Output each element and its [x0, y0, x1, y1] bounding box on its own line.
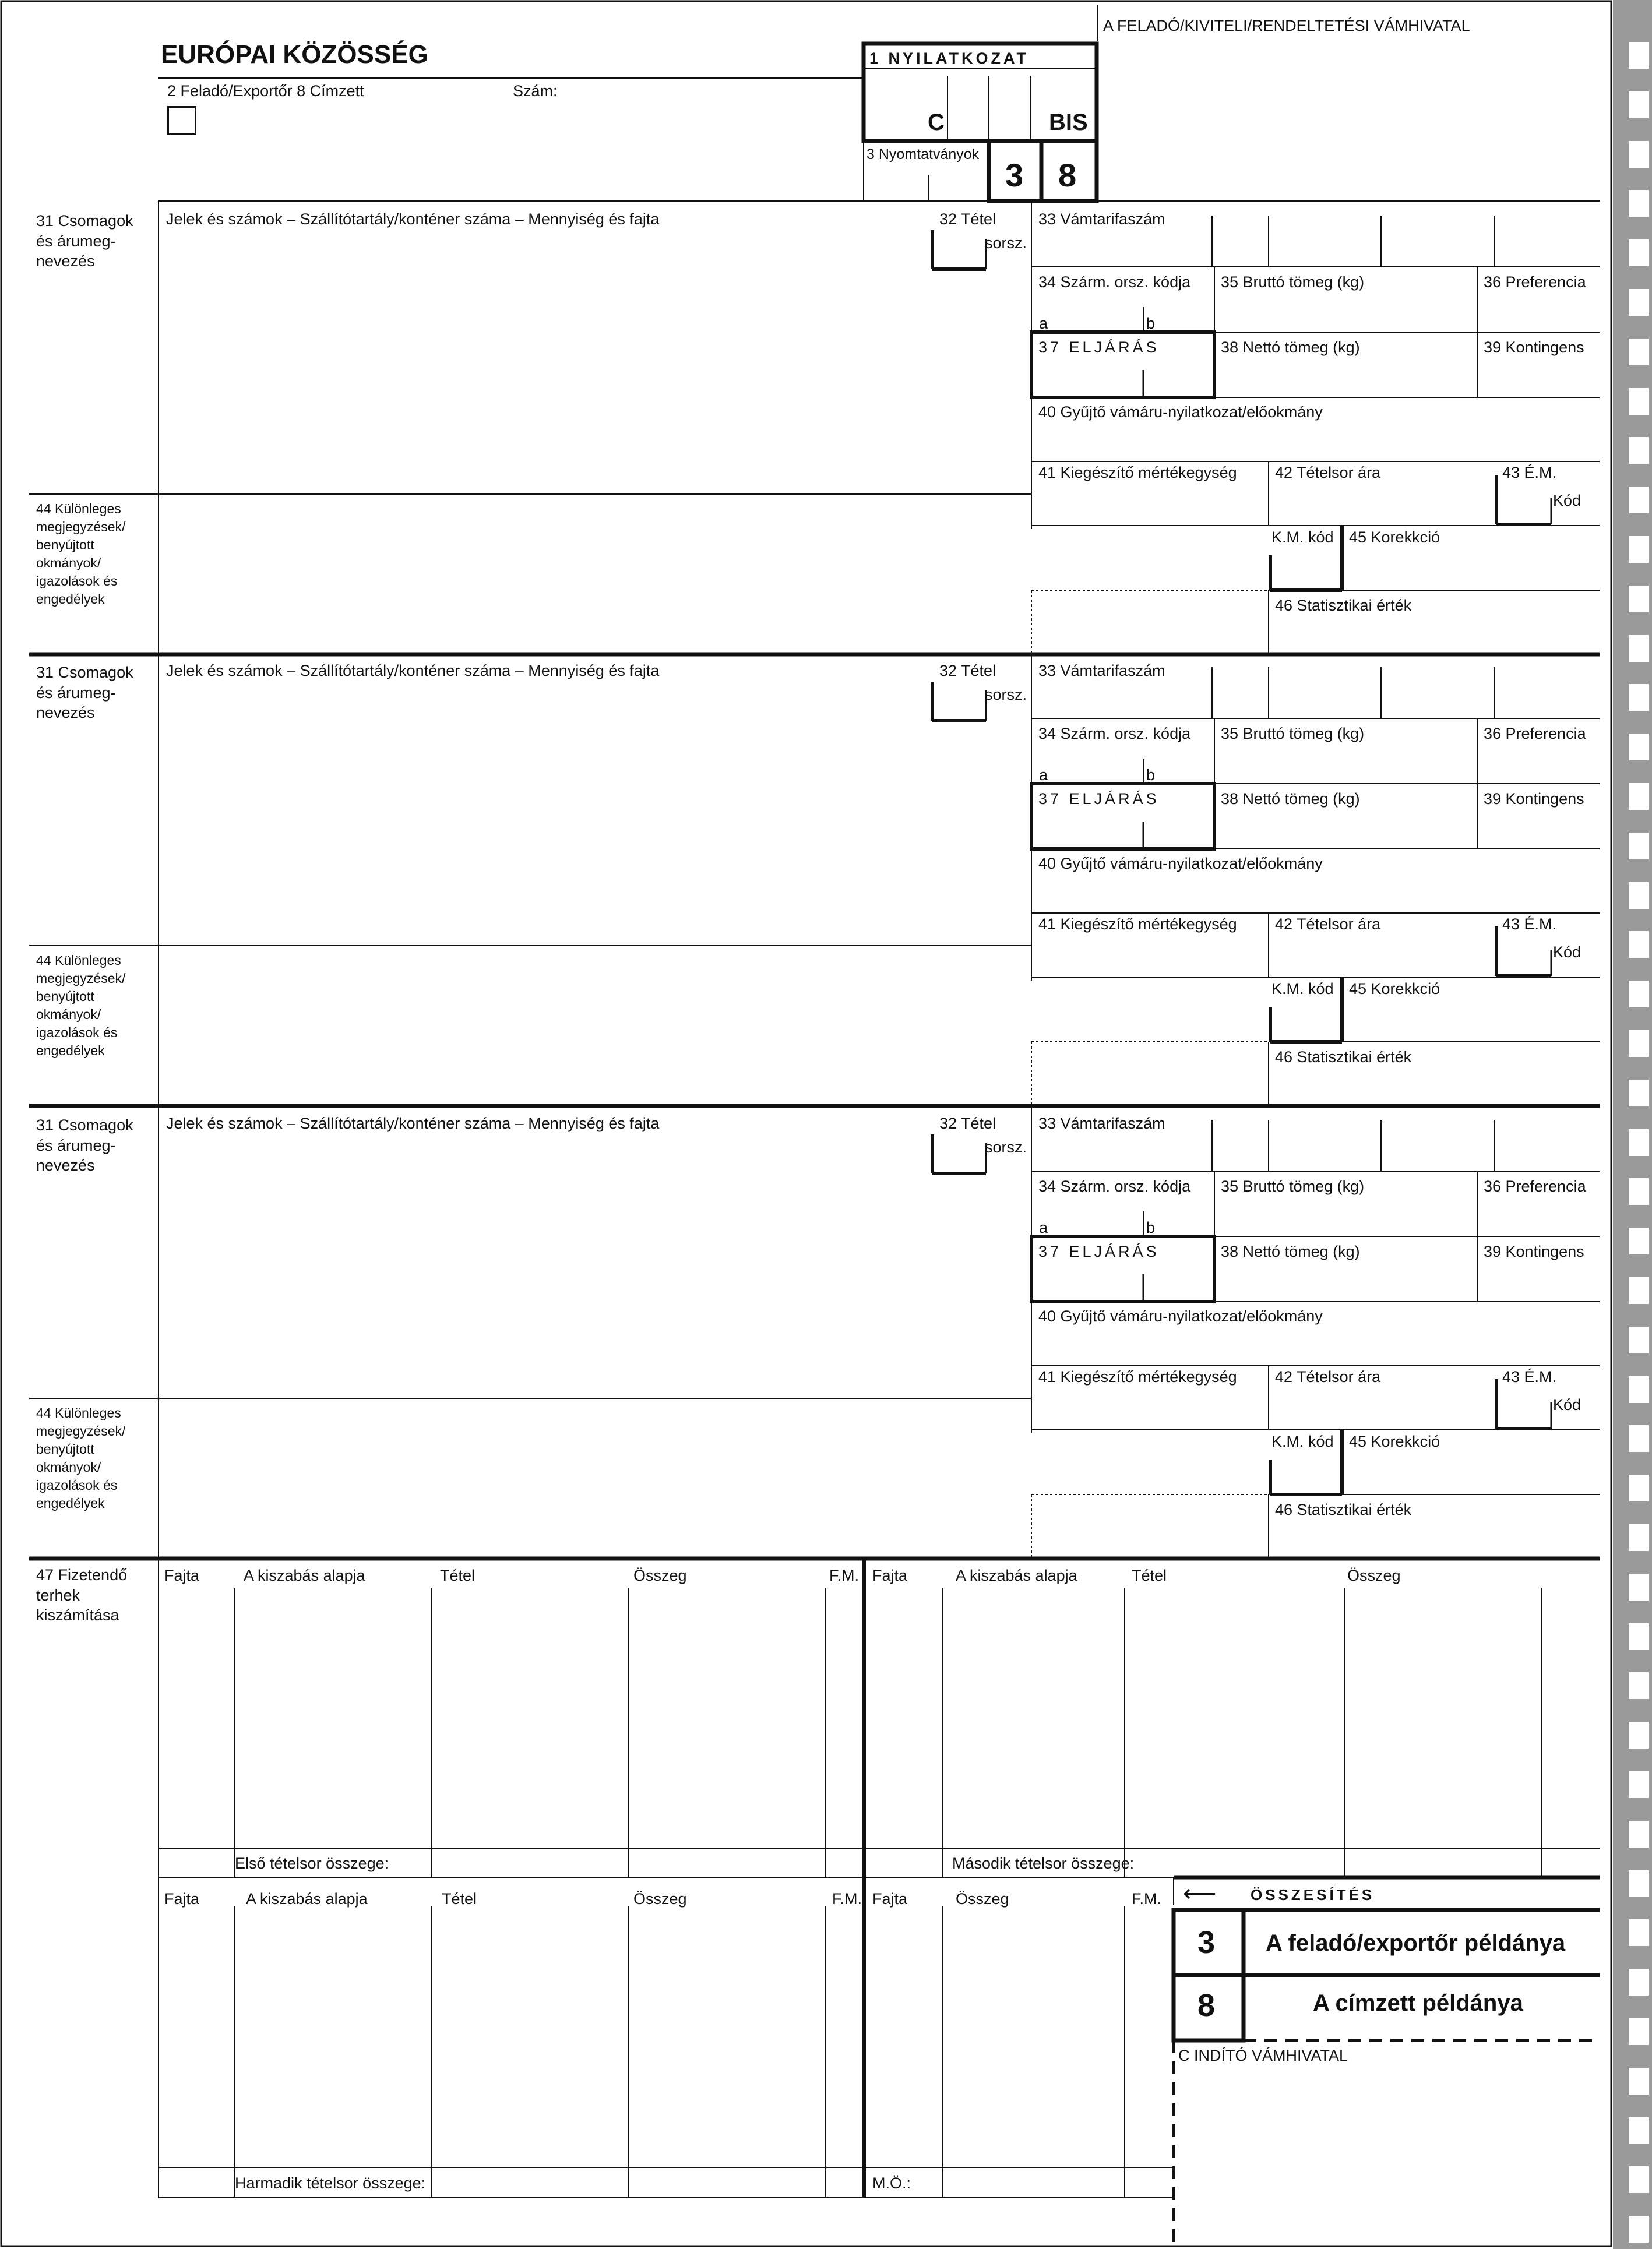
- copy8-number: 8: [1197, 1988, 1216, 2023]
- pin-feed-hole: [1629, 190, 1649, 217]
- pin-feed-hole: [1629, 1178, 1649, 1205]
- box32-sub-label: sorsz.: [985, 686, 1027, 703]
- box45-label: 45 Korekkció: [1349, 528, 1440, 546]
- box44-label: 44 Különleges megjegyzések/ benyújtott okmányok/ igazolások és engedélyek: [36, 953, 126, 1059]
- box37-label: 37 ELJÁRÁS: [1038, 339, 1160, 356]
- charges-col-basis: A kiszabás alapja: [244, 1567, 365, 1584]
- box31-label: 31 Csomagok és árumeg- nevezés: [36, 212, 133, 270]
- box44-label: 44 Különleges megjegyzések/ benyújtott okmányok/ igazolások és engedélyek: [36, 1405, 126, 1511]
- box33-label: 33 Vámtarifaszám: [1038, 1115, 1165, 1132]
- box39-label: 39 Kontingens: [1484, 790, 1584, 808]
- box39-label: 39 Kontingens: [1484, 339, 1584, 356]
- sender-recipient-label: 2 Feladó/Exportőr 8 Címzett: [167, 82, 364, 100]
- pin-feed-hole: [1629, 1672, 1649, 1699]
- pin-feed-hole: [1629, 1574, 1649, 1601]
- pin-feed-hole: [1629, 1623, 1649, 1650]
- charges-col-mp-3: F.M.: [832, 1890, 862, 1908]
- box31-heading: Jelek és számok – Szállítótartály/konténer száma – Mennyiség és fajta: [166, 1115, 660, 1132]
- pin-feed-hole: [1629, 1969, 1649, 1996]
- box34-a-label: a: [1039, 315, 1048, 332]
- copy-digit-8: 8: [1058, 157, 1077, 193]
- pin-feed-hole: [1629, 1475, 1649, 1501]
- summary-label: ÖSSZESÍTÉS: [1251, 1886, 1375, 1903]
- pin-feed-hole: [1629, 1919, 1649, 1946]
- pin-feed-hole: [1629, 388, 1649, 415]
- box46-label: 46 Statisztikai érték: [1275, 1501, 1412, 1518]
- pin-feed-hole: [1629, 684, 1649, 711]
- box37-label: 37 ELJÁRÁS: [1038, 790, 1160, 808]
- box40-label: 40 Gyűjtő vámáru-nyilatkozat/előokmány: [1038, 403, 1323, 421]
- box38-label: 38 Nettó tömeg (kg): [1221, 790, 1360, 808]
- mo-label: M.Ö.:: [872, 2174, 911, 2192]
- declaration-label: 1 NYILATKOZAT: [869, 50, 1029, 67]
- charges-col-rate-3: Tétel: [442, 1890, 477, 1908]
- copy8-label: A címzett példánya: [1313, 1990, 1523, 2016]
- box32-sub-label: sorsz.: [985, 234, 1027, 252]
- pin-feed-hole: [1629, 1080, 1649, 1106]
- charges-col-amount-3: Összeg: [633, 1890, 687, 1908]
- box40-label: 40 Gyűjtő vámáru-nyilatkozat/előokmány: [1038, 1307, 1323, 1325]
- box34-a-label: a: [1039, 766, 1048, 784]
- pin-feed-hole: [1629, 635, 1649, 662]
- charges-col-basis-3: A kiszabás alapja: [246, 1890, 368, 1908]
- km-code-label: K.M. kód: [1271, 528, 1334, 546]
- third-total-label: Harmadik tételsor összege:: [235, 2174, 426, 2192]
- box37-label: 37 ELJÁRÁS: [1038, 1243, 1160, 1260]
- box34-label: 34 Szárm. orsz. kódja: [1038, 273, 1191, 291]
- pin-feed-hole: [1629, 42, 1649, 69]
- box42-label: 42 Tételsor ára: [1275, 464, 1381, 481]
- box36-label: 36 Preferencia: [1484, 1178, 1586, 1195]
- pin-feed-strip: [1613, 0, 1652, 2249]
- pin-feed-hole: [1629, 1722, 1649, 1749]
- charges-col-type-4: Fajta: [872, 1890, 908, 1908]
- box43-sub-label: Kód: [1553, 1396, 1581, 1413]
- pin-feed-hole: [1629, 437, 1649, 464]
- box36-label: 36 Preferencia: [1484, 725, 1586, 742]
- charges-col-amount-4: Összeg: [956, 1890, 1009, 1908]
- charges-col-mp: F.M.: [829, 1567, 859, 1584]
- charges-col-amount: Összeg: [633, 1567, 687, 1584]
- pin-feed-hole: [1629, 2068, 1649, 2095]
- second-total-label: Második tételsor összege:: [952, 1855, 1135, 1872]
- box42-label: 42 Tételsor ára: [1275, 915, 1381, 933]
- box31-heading: Jelek és számok – Szállítótartály/konténer száma – Mennyiség és fajta: [166, 210, 660, 228]
- box46-label: 46 Statisztikai érték: [1275, 597, 1412, 614]
- charges-col-rate-2: Tétel: [1132, 1567, 1167, 1584]
- box36-label: 36 Preferencia: [1484, 273, 1586, 291]
- box35-label: 35 Bruttó tömeg (kg): [1221, 1178, 1365, 1195]
- pin-feed-hole: [1629, 981, 1649, 1007]
- pin-feed-hole: [1629, 734, 1649, 760]
- box47-label: 47 Fizetendő terhek kiszámítása: [36, 1566, 128, 1624]
- box46-label: 46 Statisztikai érték: [1275, 1048, 1412, 1066]
- pin-feed-hole: [1629, 2018, 1649, 2045]
- box43-label: 43 É.M.: [1502, 915, 1557, 933]
- box33-label: 33 Vámtarifaszám: [1038, 662, 1165, 679]
- box43-label: 43 É.M.: [1502, 1368, 1557, 1386]
- pin-feed-hole: [1629, 141, 1649, 168]
- box35-label: 35 Bruttó tömeg (kg): [1221, 273, 1365, 291]
- pin-feed-hole: [1629, 1228, 1649, 1254]
- pin-feed-hole: [1629, 1327, 1649, 1353]
- box43-label: 43 É.M.: [1502, 464, 1557, 481]
- box44-label: 44 Különleges megjegyzések/ benyújtott okmányok/ igazolások és engedélyek: [36, 501, 126, 607]
- first-total-label: Első tételsor összege:: [235, 1855, 389, 1872]
- pin-feed-hole: [1629, 2117, 1649, 2144]
- pin-feed-hole: [1629, 1376, 1649, 1403]
- box32-label: 32 Tétel: [939, 1115, 996, 1132]
- box31-heading: Jelek és számok – Szállítótartály/konténer száma – Mennyiség és fajta: [166, 662, 660, 679]
- pin-feed-hole: [1629, 1129, 1649, 1156]
- charges-col-rate: Tétel: [440, 1567, 475, 1584]
- copy-digit-3: 3: [1005, 157, 1024, 193]
- office-a-label: A FELADÓ/KIVITELI/RENDELTETÉSI VÁMHIVATAL: [1103, 17, 1470, 34]
- copy3-label: A feladó/exportőr példánya: [1266, 1930, 1566, 1956]
- pin-feed-hole: [1629, 289, 1649, 316]
- pin-feed-hole: [1629, 1821, 1649, 1848]
- box34-b-label: b: [1146, 766, 1156, 784]
- charges-col-amount-2: Összeg: [1347, 1567, 1401, 1584]
- box35-label: 35 Bruttó tömeg (kg): [1221, 725, 1365, 742]
- pin-feed-hole: [1629, 487, 1649, 513]
- copy3-number: 3: [1197, 1925, 1216, 1960]
- box42-label: 42 Tételsor ára: [1275, 1368, 1381, 1386]
- pin-feed-hole: [1629, 783, 1649, 810]
- box31-label: 31 Csomagok és árumeg- nevezés: [36, 664, 133, 722]
- box34-b-label: b: [1146, 1219, 1156, 1236]
- number-label: Szám:: [513, 82, 558, 100]
- pin-feed-hole: [1629, 239, 1649, 266]
- box43-sub-label: Kód: [1553, 492, 1581, 509]
- box41-label: 41 Kiegészítő mértékegység: [1038, 915, 1237, 933]
- charges-col-type-2: Fajta: [872, 1567, 908, 1584]
- box39-label: 39 Kontingens: [1484, 1243, 1584, 1260]
- pin-feed-hole: [1629, 2216, 1649, 2243]
- box31-label: 31 Csomagok és árumeg- nevezés: [36, 1116, 133, 1175]
- charges-col-mp-4: F.M.: [1132, 1890, 1161, 1908]
- pin-feed-hole: [1629, 1870, 1649, 1897]
- pin-feed-hole: [1629, 536, 1649, 563]
- summary-arrow-icon: ⟵: [1183, 1881, 1217, 1906]
- form-title: EURÓPAI KÖZÖSSÉG: [161, 40, 428, 69]
- declaration-c-label: C: [928, 110, 945, 135]
- pin-feed-hole: [1629, 1425, 1649, 1452]
- box38-label: 38 Nettó tömeg (kg): [1221, 339, 1360, 356]
- pin-feed-hole: [1629, 1277, 1649, 1304]
- sender-recipient-checkbox[interactable]: [167, 106, 196, 135]
- pin-feed-hole: [1629, 882, 1649, 909]
- box38-label: 38 Nettó tömeg (kg): [1221, 1243, 1360, 1260]
- km-code-label: K.M. kód: [1271, 980, 1334, 997]
- box33-label: 33 Vámtarifaszám: [1038, 210, 1165, 228]
- charges-col-type: Fajta: [164, 1567, 200, 1584]
- pin-feed-hole: [1629, 1771, 1649, 1798]
- box34-label: 34 Szárm. orsz. kódja: [1038, 725, 1191, 742]
- box45-label: 45 Korekkció: [1349, 980, 1440, 997]
- pin-feed-hole: [1629, 91, 1649, 118]
- pin-feed-hole: [1629, 586, 1649, 612]
- forms-label: 3 Nyomtatványok: [866, 146, 980, 163]
- km-code-label: K.M. kód: [1271, 1433, 1334, 1450]
- charges-col-basis-2: A kiszabás alapja: [956, 1567, 1077, 1584]
- box43-sub-label: Kód: [1553, 943, 1581, 961]
- box45-label: 45 Korekkció: [1349, 1433, 1440, 1450]
- box32-sub-label: sorsz.: [985, 1138, 1027, 1156]
- box41-label: 41 Kiegészítő mértékegység: [1038, 1368, 1237, 1386]
- declaration-bis-label: BIS: [1049, 110, 1088, 135]
- pin-feed-hole: [1629, 1524, 1649, 1551]
- office-c-label: C INDÍTÓ VÁMHIVATAL: [1178, 2047, 1348, 2064]
- box41-label: 41 Kiegészítő mértékegység: [1038, 464, 1237, 481]
- box34-b-label: b: [1146, 315, 1156, 332]
- box32-label: 32 Tétel: [939, 210, 996, 228]
- pin-feed-hole: [1629, 931, 1649, 958]
- charges-col-type-3: Fajta: [164, 1890, 200, 1908]
- box40-label: 40 Gyűjtő vámáru-nyilatkozat/előokmány: [1038, 855, 1323, 872]
- pin-feed-hole: [1629, 1030, 1649, 1057]
- pin-feed-hole: [1629, 833, 1649, 859]
- pin-feed-hole: [1629, 339, 1649, 365]
- box34-a-label: a: [1039, 1219, 1048, 1236]
- box34-label: 34 Szárm. orsz. kódja: [1038, 1178, 1191, 1195]
- box32-label: 32 Tétel: [939, 662, 996, 679]
- pin-feed-hole: [1629, 2166, 1649, 2193]
